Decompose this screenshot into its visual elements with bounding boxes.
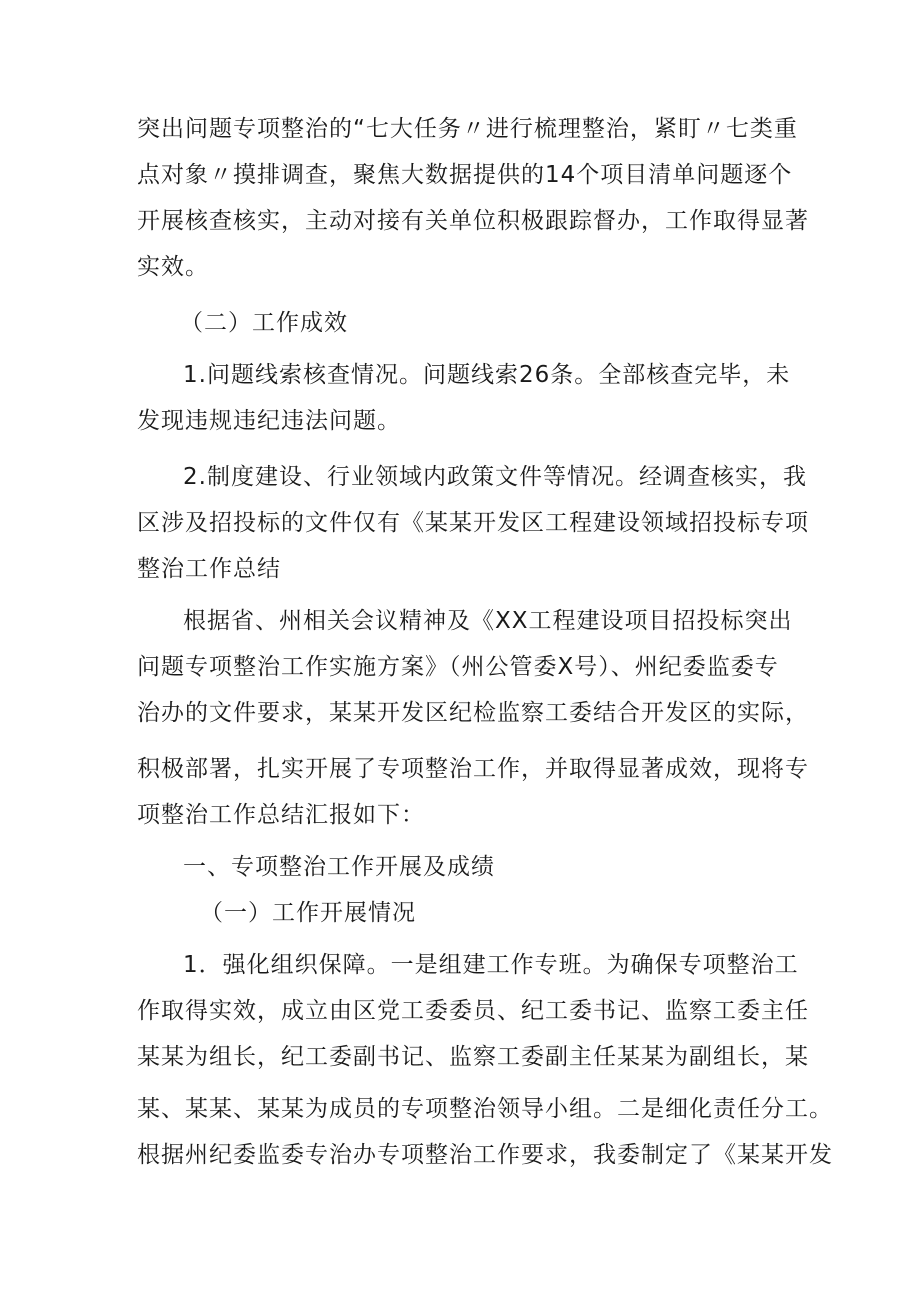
section-heading: 一、专项整治工作开展及成绩 <box>183 854 495 880</box>
paragraph-line: 点对象〃摸排调查，聚焦大数据提供的14个项目清单问题逐个 <box>137 162 793 188</box>
document-title: 整治工作总结 <box>137 556 281 582</box>
subsection-heading: （一）工作开展情况 <box>200 900 416 926</box>
paragraph-line: 1．强化组织保障。一是组建工作专班。为确保专项整治工 <box>183 952 799 978</box>
paragraph-line: 某、某某、某某为成员的专项整治领导小组。二是细化责任分工。 <box>137 1096 833 1122</box>
paragraph-line: 积极部署，扎实开展了专项整治工作，并取得显著成效，现将专 <box>137 756 809 782</box>
paragraph-line: 突出问题专项整治的“七大任务〃进行梳理整治，紧盯〃七类重 <box>137 116 798 142</box>
paragraph-line: 发现违规违纪违法问题。 <box>137 408 401 434</box>
paragraph-line: 作取得实效，成立由区党工委委员、纪工委书记、监察工委主任 <box>137 998 809 1024</box>
paragraph-line: 根据州纪委监委专治办专项整治工作要求，我委制定了《某某开发 <box>137 1142 833 1168</box>
section-heading: （二）工作成效 <box>180 310 348 336</box>
paragraph-line: 区涉及招投标的文件仅有《某某开发区工程建设领域招投标专项 <box>137 510 809 536</box>
paragraph-line: 实效。 <box>137 254 209 280</box>
paragraph-line: 开展核查核实，主动对接有关单位积极跟踪督办，工作取得显著 <box>137 208 809 234</box>
paragraph-line: 1.问题线索核查情况。问题线索26条。全部核查完毕，未 <box>183 362 791 388</box>
paragraph-line: 某某为组长，纪工委副书记、监察工委副主任某某为副组长，某 <box>137 1044 809 1070</box>
paragraph-line: 根据省、州相关会议精神及《XX工程建设项目招投标突出 <box>183 608 793 634</box>
paragraph-line: 2.制度建设、行业领域内政策文件等情况。经调查核实，我 <box>183 464 807 490</box>
paragraph-line: 治办的文件要求，某某开发区纪检监察工委结合开发区的实际， <box>137 700 809 726</box>
paragraph-line: 问题专项整治工作实施方案》（州公管委X号）、州纪委监委专 <box>137 654 779 680</box>
paragraph-line: 项整治工作总结汇报如下： <box>137 802 425 828</box>
